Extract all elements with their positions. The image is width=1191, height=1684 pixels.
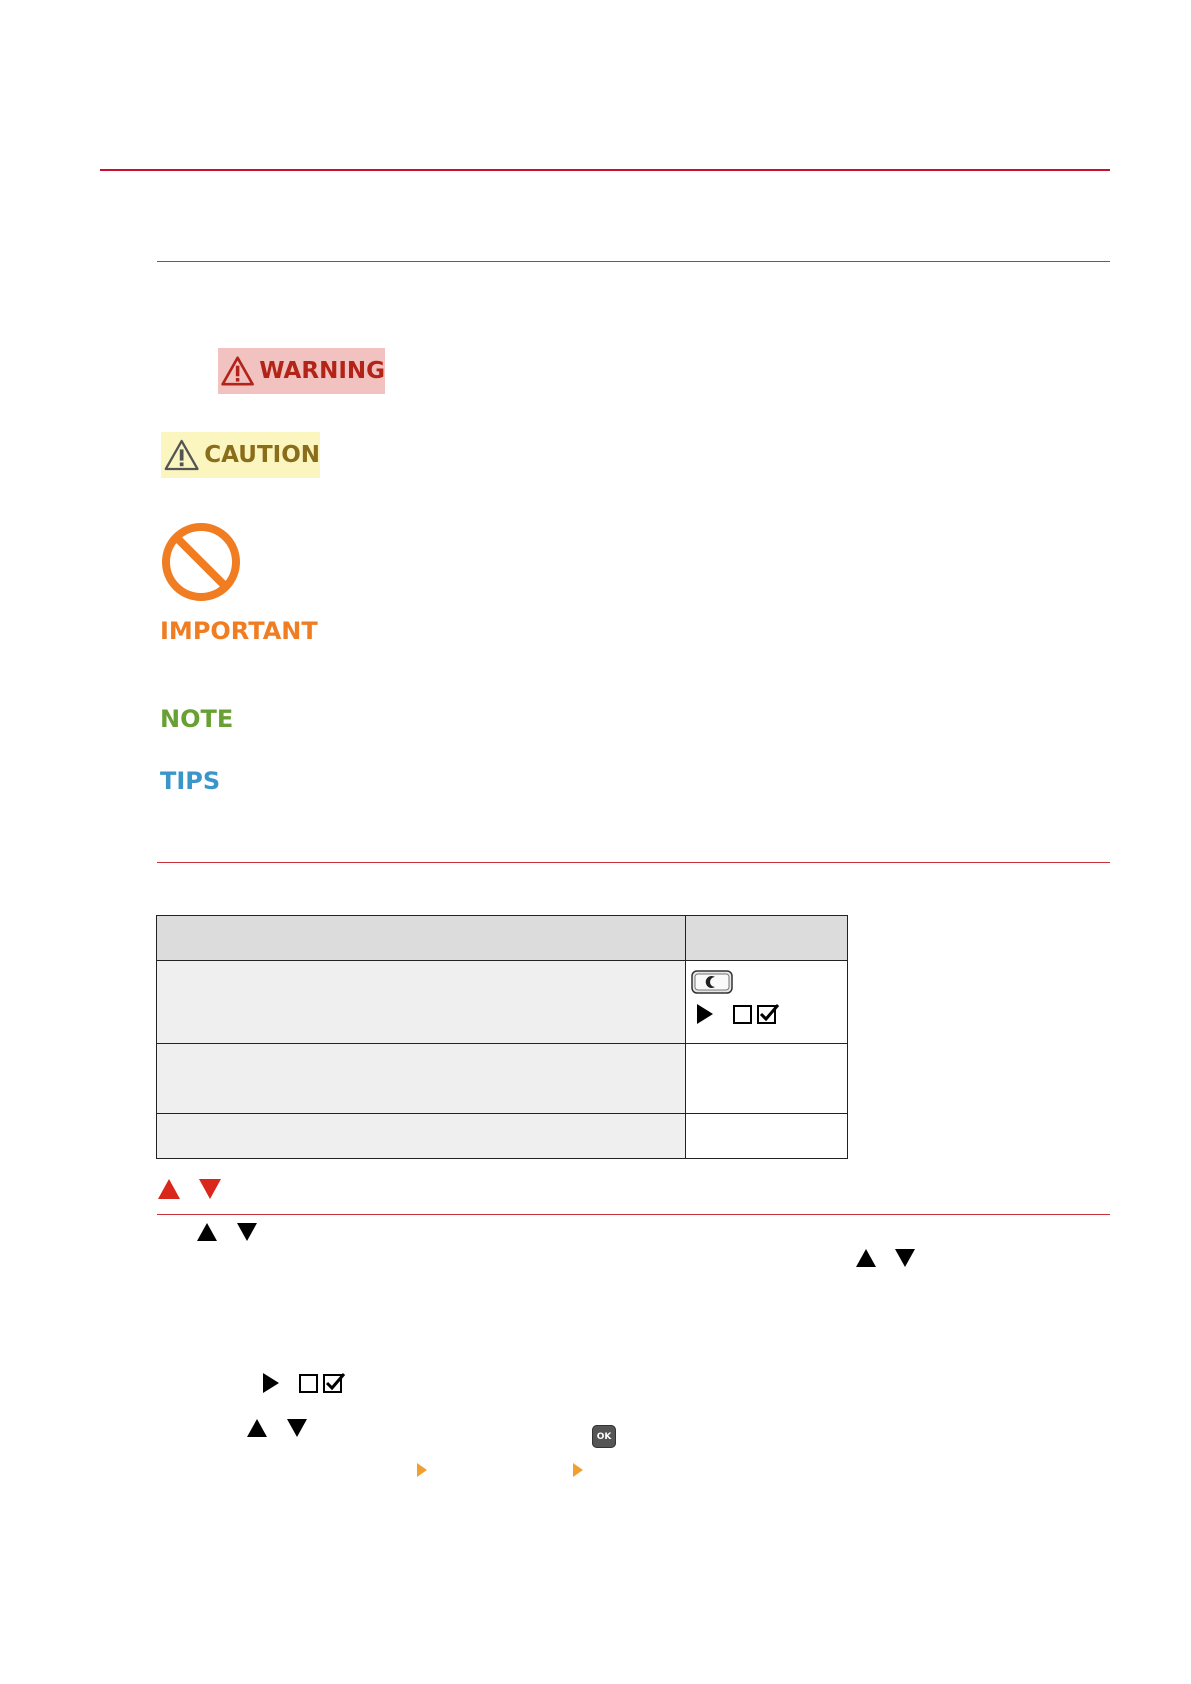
table-cell bbox=[157, 961, 686, 1044]
table-cell bbox=[157, 1114, 686, 1159]
table-row bbox=[157, 1044, 848, 1114]
table-cell bbox=[157, 1044, 686, 1114]
table-header-row bbox=[157, 916, 848, 961]
warning-icon bbox=[220, 353, 255, 389]
table-cell bbox=[686, 1114, 848, 1159]
caution-icon bbox=[163, 437, 200, 473]
caution-badge bbox=[161, 432, 320, 478]
checkbox-icon bbox=[732, 1003, 782, 1025]
ok-key-label: OK bbox=[596, 1431, 612, 1442]
down-arrow-icon bbox=[286, 1418, 308, 1438]
important-label: IMPORTANT bbox=[160, 617, 318, 645]
play-arrow-icon bbox=[262, 1372, 280, 1394]
note-label: NOTE bbox=[160, 705, 234, 733]
breadcrumb-arrow-icon bbox=[572, 1462, 584, 1478]
prohibition-icon bbox=[160, 521, 242, 603]
warning-badge bbox=[218, 348, 385, 394]
table-header-cell bbox=[157, 916, 686, 961]
down-arrow-icon bbox=[894, 1248, 916, 1268]
table-cell bbox=[686, 1044, 848, 1114]
up-arrow-icon bbox=[196, 1222, 218, 1242]
up-arrow-icon bbox=[246, 1418, 268, 1438]
section-divider-2 bbox=[157, 862, 1110, 863]
keys-table bbox=[156, 915, 848, 1159]
table-row bbox=[157, 1114, 848, 1159]
down-arrow-icon bbox=[236, 1222, 258, 1242]
table-header-cell bbox=[686, 916, 848, 961]
energy-saver-key-icon bbox=[691, 970, 733, 994]
tips-label: TIPS bbox=[160, 767, 221, 795]
warning-label: WARNING bbox=[259, 358, 385, 384]
table-cell bbox=[686, 961, 848, 1044]
section-divider-1 bbox=[157, 261, 1110, 262]
red-down-arrow-icon bbox=[198, 1178, 222, 1200]
breadcrumb-arrow-icon bbox=[416, 1462, 428, 1478]
chapter-divider bbox=[100, 169, 1110, 171]
red-up-arrow-icon bbox=[157, 1178, 181, 1200]
checkbox-icon bbox=[298, 1372, 348, 1394]
play-arrow-icon bbox=[696, 1003, 714, 1025]
up-arrow-icon bbox=[855, 1248, 877, 1268]
ok-key-icon bbox=[592, 1425, 616, 1448]
table-row bbox=[157, 961, 848, 1044]
section-divider-3 bbox=[157, 1214, 1110, 1215]
caution-label: CAUTION bbox=[204, 442, 320, 468]
